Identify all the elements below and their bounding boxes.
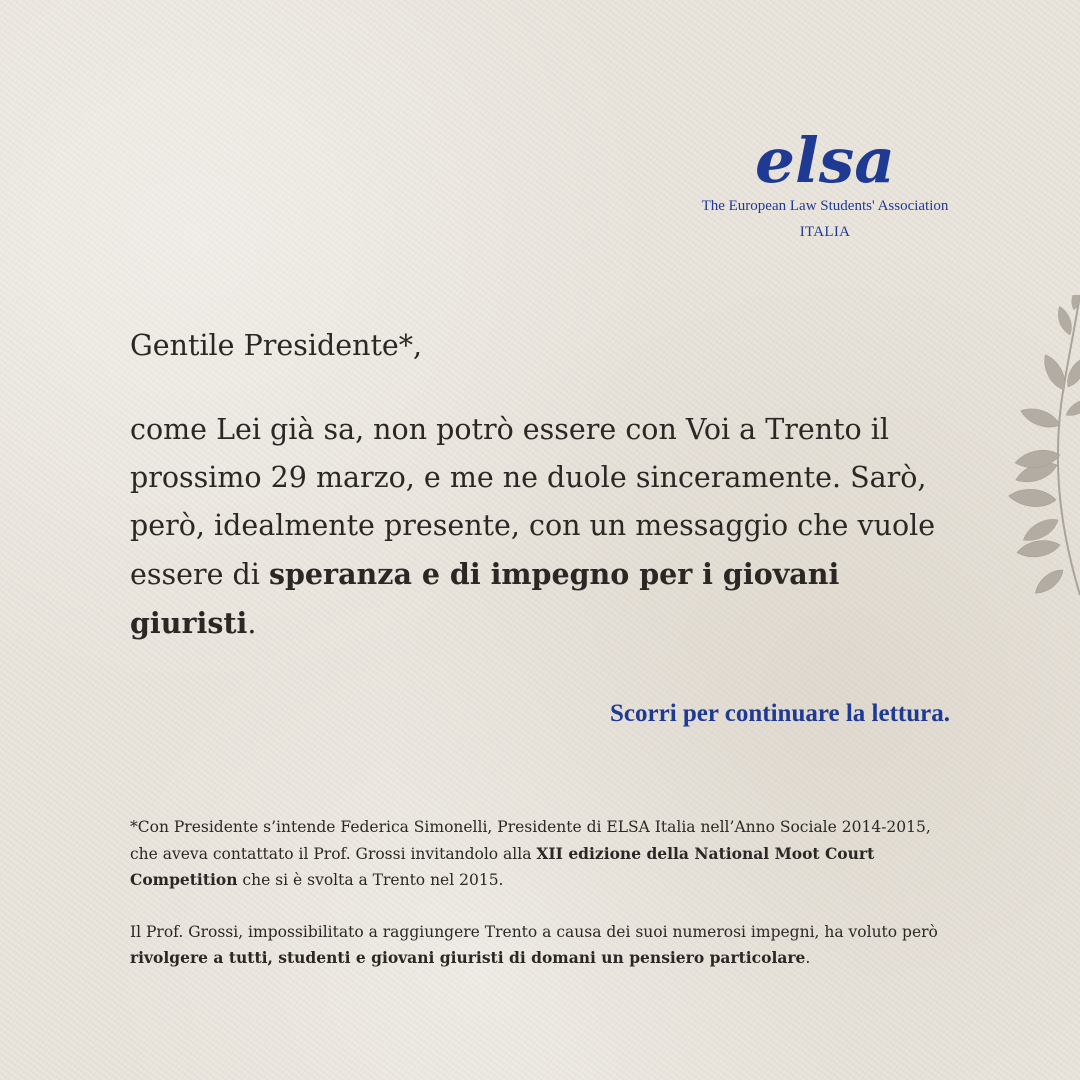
footnote-grossi-end: . [805,949,811,967]
letter-salutation: Gentile Presidente*, [130,329,423,362]
footnote-grossi-emphasis: rivolgere a tutti, studenti e giovani giuristi di domani un pensiero particolare [130,948,806,967]
logo-wordmark: elsa [755,124,895,196]
footnote-grossi [130,920,950,972]
letter-body [130,406,970,648]
letter-body-end: . [247,607,257,640]
logo-tagline: The European Law Students' Association [701,198,949,214]
letter [130,322,970,648]
leaves-icon [980,295,1080,605]
footnote-president-text: *Con Presidente s’intende Federica Simonelli, Presidente di ELSA Italia nell’Anno Sociale 2014-2015, che aveva contattato il Prof. Grossi invitandolo alla [130,818,931,863]
logo-country: ITALIA [799,224,851,240]
elsa-logo [690,118,960,241]
footnote-president-emphasis: XII edizione della National Moot Court Competition [130,843,875,889]
letter-body-intro: come Lei già sa, non potrò essere con Voi a Trento il prossimo 29 marzo, e me ne duole sinceramente. Sarò, però, idealmente presente, con un messaggio che vuole essere di [130,413,936,591]
footnote-president-end: che si è svolta a Trento nel 2015. [237,871,504,889]
footnote-grossi-text: Il Prof. Grossi, impossibilitato a raggiungere Trento a causa dei suoi numerosi impegni, ha voluto però [130,922,938,941]
footnotes [130,815,950,972]
continue-reading-link[interactable]: Scorri per continuare la lettura. [610,700,950,727]
footnote-president [130,815,950,894]
letter-body-emphasis: speranza e di impegno per i giovani giuristi [130,557,840,640]
elsa-logo-mark [750,118,900,196]
